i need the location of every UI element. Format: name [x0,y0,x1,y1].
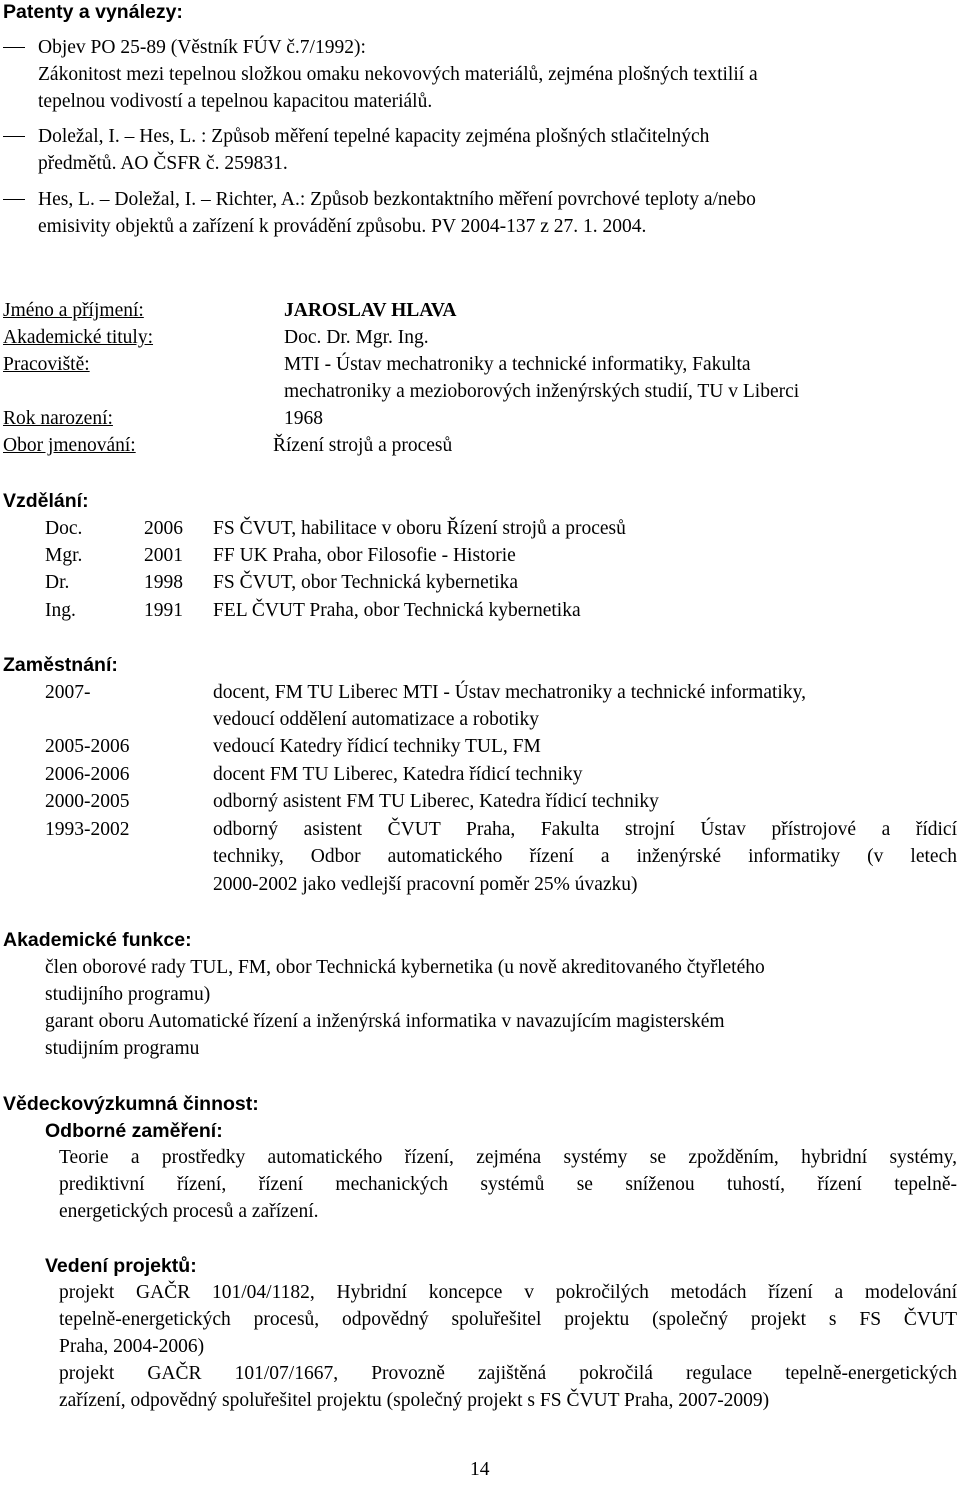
patent-line: předmětů. AO ČSFR č. 259831. [38,153,288,174]
project-line: projekt GAČR 101/04/1182, Hybridní koncepce v pokročilých metodách řízení a modelování [59,1282,957,1303]
education-year: 1998 [144,572,183,593]
project-line: zařízení, odpovědný spoluřešitel projektu (společný projekt s FS ČVUT Praha, 2007-2009) [59,1390,770,1411]
academic-line: studijního programu) [45,984,211,1005]
birth-label: Rok narození: [3,408,113,429]
education-text: FF UK Praha, obor Filosofie - Historie [213,545,516,566]
projects-heading: Vedení projektů: [45,1255,197,1277]
employment-text: docent, FM TU Liberec MTI - Ústav mechatroniky a technické informatiky, [213,682,806,703]
research-heading: Vědeckovýzkumná činnost: [3,1093,259,1115]
education-text: FEL ČVUT Praha, obor Technická kybernetika [213,600,581,621]
employment-period: 2007- [45,682,91,703]
birth-value: 1968 [284,408,323,429]
project-line: Praha, 2004-2006) [59,1336,205,1357]
education-year: 2006 [144,518,183,539]
patent-line: emisivity objektů a zařízení k provádění způsobu. PV 2004-137 z 27. 1. 2004. [38,216,647,237]
academic-heading: Akademické funkce: [3,929,192,951]
employment-text: odborný asistent FM TU Liberec, Katedra řídicí techniky [213,791,659,812]
education-title: Ing. [45,600,76,621]
employment-period: 2006-2006 [45,764,130,785]
field-label: Obor jmenování: [3,435,136,456]
patent-line: Hes, L. – Doležal, I. – Richter, A.: Způsob bezkontaktního měření povrchové teploty a/nebo [38,189,756,210]
project-line: projekt GAČR 101/07/1667, Provozně zajištěná pokročilá regulace tepelně-energetických [59,1363,957,1384]
page-number: 14 [470,1459,490,1480]
academic-line: studijním programu [45,1038,200,1059]
patent-line: Zákonitost mezi tepelnou složkou omaku nekovových materiálů, zejména plošných textilií a [38,64,758,85]
education-title: Doc. [45,518,83,539]
titles-label: Akademické tituly: [3,327,154,348]
patent-line: tepelnou vodivostí a tepelnou kapacitou materiálů. [38,91,433,112]
employment-period: 2005-2006 [45,736,130,757]
focus-line: prediktivní řízení, řízení mechanických systémů se sníženou tuhostí, řízení tepelně- [59,1174,957,1195]
patent-line: Doležal, I. – Hes, L. : Způsob měření tepelné kapacity zejména plošných stlačitelných [38,126,710,147]
focus-heading: Odborné zaměření: [45,1120,223,1142]
project-line: tepelně-energetických procesů, odpovědný spoluřešitel projektu (společný projekt s FS ČVUT [59,1309,957,1330]
education-heading: Vzdělání: [3,490,89,512]
employment-text: techniky, Odbor automatického řízení a inženýrské informatiky (v letech [213,846,957,867]
education-title: Mgr. [45,545,83,566]
patents-heading: Patenty a vynálezy: [3,1,183,23]
workplace-line: mechatroniky a mezioborových inženýrských studií, TU v Liberci [284,381,800,402]
employment-period: 1993-2002 [45,819,130,840]
employment-text: 2000-2002 jako vedlejší pracovní poměr 25% úvazku) [213,874,638,895]
education-year: 2001 [144,545,183,566]
name-value: JAROSLAV HLAVA [284,300,457,321]
employment-text: docent FM TU Liberec, Katedra řídicí techniky [213,764,583,785]
employment-text: vedoucí oddělení automatizace a robotiky [213,709,539,730]
dash-bullet [3,199,25,200]
education-text: FS ČVUT, habilitace v oboru Řízení strojů a procesů [213,518,626,539]
workplace-label: Pracoviště: [3,354,90,375]
dash-bullet [3,47,25,48]
employment-period: 2000-2005 [45,791,130,812]
education-text: FS ČVUT, obor Technická kybernetika [213,572,518,593]
patent-line: Objev PO 25-89 (Věstník FÚV č.7/1992): [38,37,366,58]
workplace-line: MTI - Ústav mechatroniky a technické informatiky, Fakulta [284,354,751,375]
field-value: Řízení strojů a procesů [273,435,453,456]
employment-heading: Zaměstnání: [3,654,118,676]
name-label: Jméno a příjmení: [3,300,144,321]
dash-bullet [3,136,25,137]
employment-text: odborný asistent ČVUT Praha, Fakulta strojní Ústav přístrojové a řídicí [213,819,957,840]
academic-line: garant oboru Automatické řízení a inženýrská informatika v navazujícím magisterském [45,1011,725,1032]
academic-line: člen oborové rady TUL, FM, obor Technická kybernetika (u nově akreditovaného čtyřletého [45,957,765,978]
focus-line: energetických procesů a zařízení. [59,1201,319,1222]
education-year: 1991 [144,600,183,621]
titles-value: Doc. Dr. Mgr. Ing. [284,327,429,348]
education-title: Dr. [45,572,70,593]
employment-text: vedoucí Katedry řídicí techniky TUL, FM [213,736,541,757]
focus-line: Teorie a prostředky automatického řízení, zejména systémy se zpožděním, hybridní systémy, [59,1147,957,1168]
